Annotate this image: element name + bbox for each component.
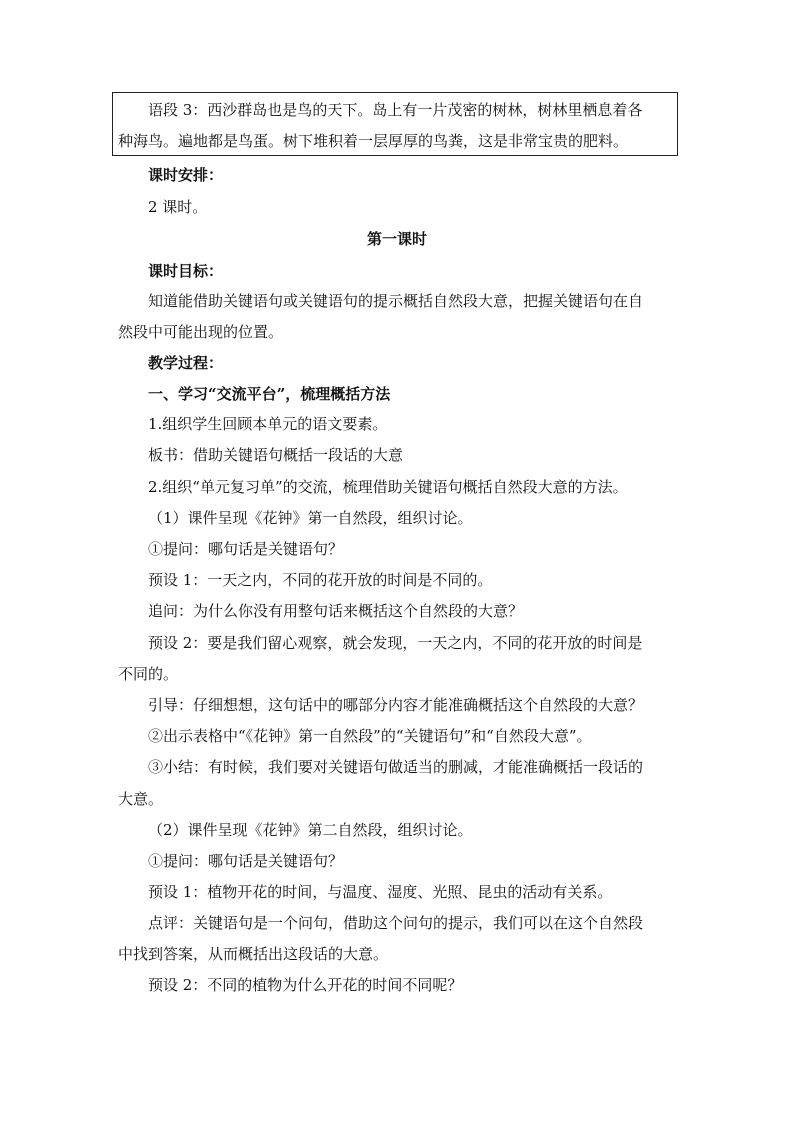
body-line: 预设 2：不同的植物为什么开花的时间不同呢？ [148,976,463,994]
body-line: ①提问：哪句话是关键语句？ [148,540,344,558]
body-line: 追问：为什么你没有用整句话来概括这个自然段的大意？ [148,602,524,620]
body-line: （2）课件呈现《花钟》第二自然段，组织讨论。 [148,821,473,839]
body-line: （1）课件呈现《花钟》第一自然段，组织讨论。 [148,509,473,527]
quote-line-2: 种海鸟。遍地都是鸟蛋。树下堆积着一层厚厚的鸟粪，这是非常宝贵的肥料。 [118,132,629,150]
objective-line-2: 然段中可能出现的位置。 [118,323,284,341]
body-line: ③小结：有时候，我们要对关键语句做适当的删减，才能准确概括一段话的 [148,758,644,776]
schedule-value: 2 课时。 [148,198,208,216]
schedule-heading: 课时安排： [148,166,224,184]
section-1-heading: 一、学习“交流平台”，梳理概括方法 [148,385,391,403]
body-line: 引导：仔细想想，这句话中的哪部分内容才能准确概括这个自然段的大意？ [148,696,644,714]
body-line: 2.组织“单元复习单”的交流，梳理借助关键语句概括自然段大意的方法。 [148,478,628,496]
body-line: 预设 1：一天之内，不同的花开放的时间是不同的。 [148,571,493,589]
body-line: 板书：借助关键语句概括一段话的大意 [148,446,404,464]
process-heading: 教学过程： [148,354,224,372]
body-line: ②出示表格中“《花钟》第一自然段”的“关键语句”和“自然段大意”。 [148,727,592,745]
body-line: 预设 2：要是我们留心观察，就会发现，一天之内，不同的花开放的时间是 [148,634,643,652]
body-line: 中找到答案，从而概括出这段话的大意。 [118,945,389,963]
quote-line-1: 语段 3：西沙群岛也是鸟的天下。岛上有一片茂密的树林，树林里栖息着各 [148,101,643,119]
body-line: 预设 1：植物开花的时间，与温度、湿度、光照、昆虫的活动有关系。 [148,883,613,901]
body-line: ①提问：哪句话是关键语句？ [148,852,344,870]
lesson-title: 第一课时 [366,230,427,248]
body-line: 大意。 [118,790,164,808]
objective-heading: 课时目标： [148,262,224,280]
body-line: 不同的。 [118,665,179,683]
body-line: 1.组织学生回顾本单元的语文要素。 [148,415,388,433]
objective-line-1: 知道能借助关键语句或关键语句的提示概括自然段大意，把握关键语句在自 [148,292,644,310]
body-line: 点评：关键语句是一个问句，借助这个问句的提示，我们可以在这个自然段 [148,914,644,932]
